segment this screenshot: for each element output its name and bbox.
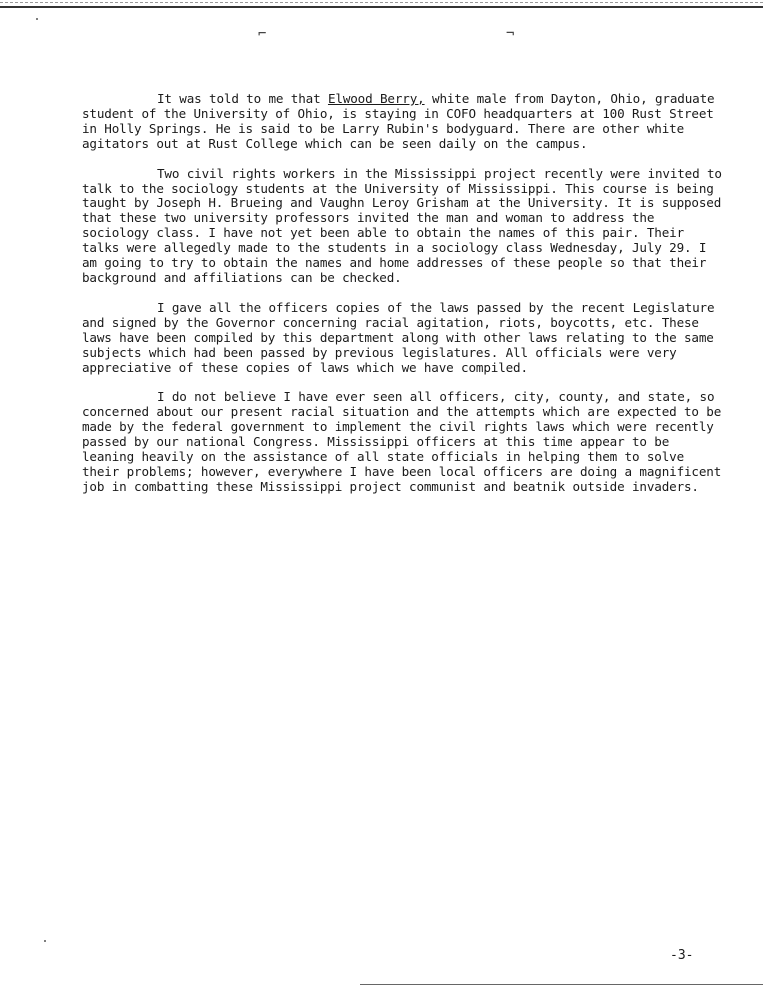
- paragraph-1-rest: white male from Dayton, Ohio, graduate student of the University of Ohio, is staying in COFO headquarters at 100 Rust Street in Holly Springs. He is said to be Larry Rubin's bodyguard. There are other white agitators out at Rust College which can be seen daily on the campus.: [82, 91, 715, 151]
- speck: [44, 940, 46, 942]
- underlined-name: Elwood Berry,: [327, 91, 425, 106]
- bottom-rule: [360, 984, 763, 985]
- top-dashed-rule: [0, 2, 763, 3]
- paragraph-3: I gave all the officers copies of the laws passed by the recent Legislature and signed by the Governor concerning racial agitation, riots, boycotts, etc. These laws have been compiled by this department along with other laws relating to the same subjects which had been passed by previous legislatures. All officials were very appreciative of these copies of laws which we have compiled.: [82, 299, 715, 375]
- paragraph-2: Two civil rights workers in the Mississippi project recently were invited to talk to the sociology students at the University of Mississippi. This course is being taught by Joseph H. Brueing and Vaughn Leroy Grisham at the University. It is supposed that these two university professors invited the man and woman to address the sociology class. I have not yet been able to obtain the names of this pair. Their talks were allegedly made to the students in a sociology class Wednesday, July 29. I am going to try to obtain the names and home addresses of these people so that their background and affiliations can be checked.: [82, 165, 722, 285]
- top-rule: [0, 6, 763, 8]
- document-body: [82, 92, 722, 510]
- speck: [36, 18, 38, 20]
- paragraph-1-lead: It was told to me that: [157, 91, 328, 106]
- paragraph-1: [82, 92, 722, 152]
- staple-mark-left: ⌐: [258, 26, 267, 42]
- staple-mark-right: ¬: [506, 26, 515, 42]
- page-number: -3-: [670, 948, 694, 963]
- paragraph-4: I do not believe I have ever seen all officers, city, county, and state, so concerned about our present racial situation and the attempts which are expected to be made by the federal government to implement the civil rights laws which were recently passed by our national Congress. Mississippi officers at this time appear to be leaning heavily on the assistance of all state officials in helping them to solve their problems; however, everywhere I have been local officers are doing a magnificent job in combatting these Mississippi project communist and beatnik outside invaders.: [82, 389, 722, 494]
